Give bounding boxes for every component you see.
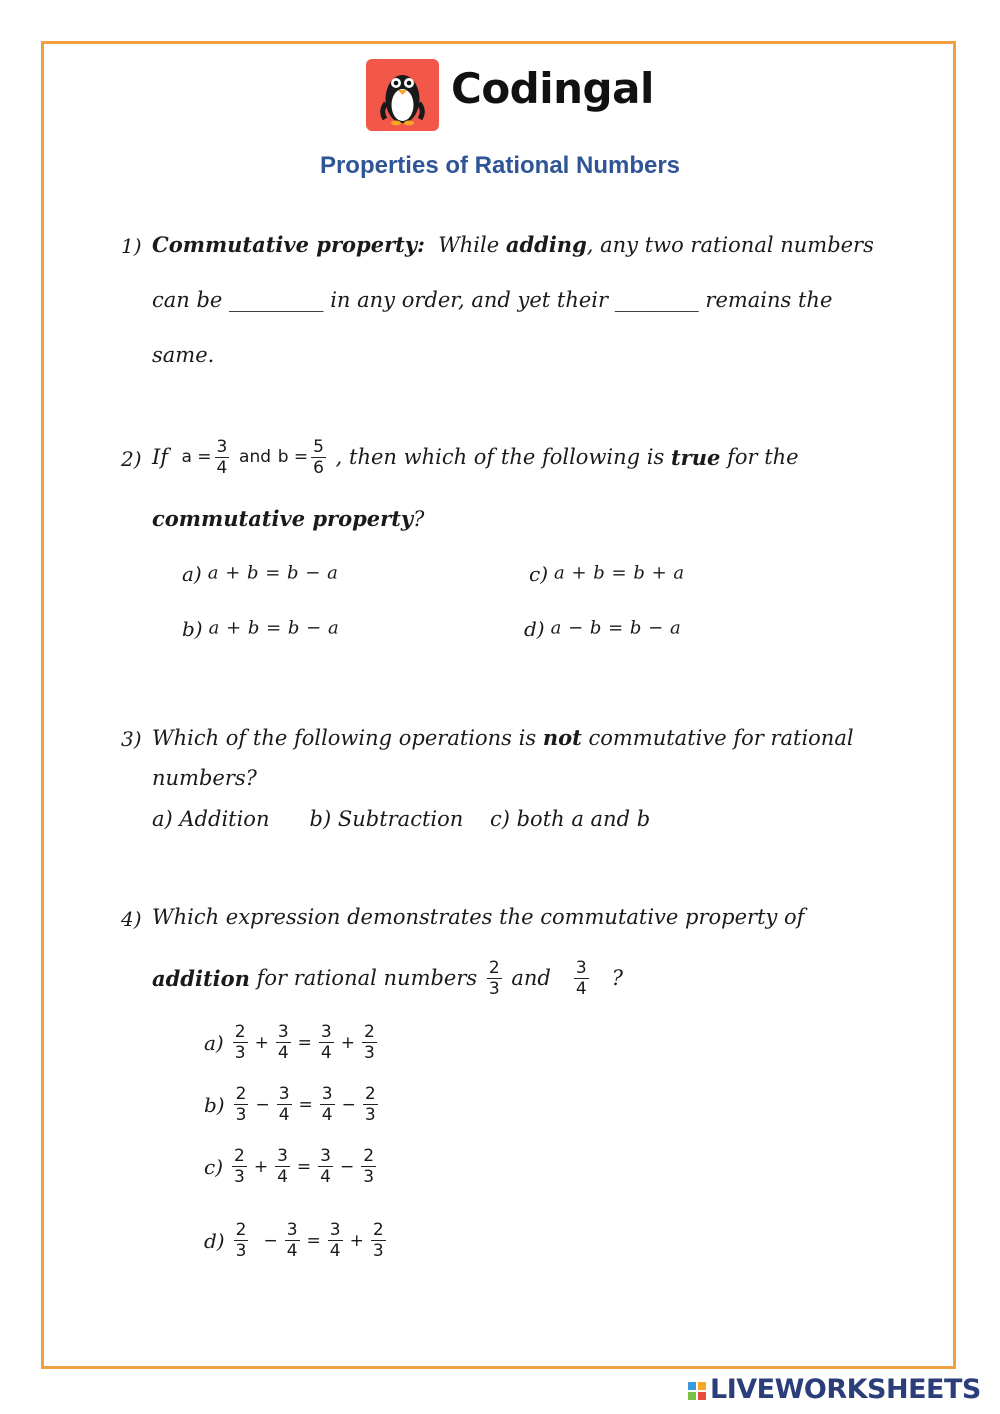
q4-f1-den: 3 — [488, 978, 500, 999]
q4-and: and — [511, 966, 551, 990]
operator: − — [341, 1094, 356, 1115]
q2-line2-end: ? — [413, 507, 425, 531]
denominator: 3 — [234, 1043, 246, 1063]
q4-option-d-label: d) — [204, 1228, 225, 1253]
q2-option-d[interactable] — [524, 617, 681, 641]
q1-text-a: While — [438, 233, 500, 257]
operator: + — [340, 1032, 355, 1053]
q3-text-b: commutative for rational — [588, 726, 854, 750]
q4-option-b[interactable] — [204, 1084, 381, 1125]
q3-options[interactable]: a) Addition b) Subtraction c) both a and b — [152, 807, 651, 831]
q1-line2: can be _________ in any order, and yet their ________ remains the — [152, 288, 833, 312]
q2-b-num: 5 — [313, 436, 324, 457]
q2-option-a-label: a) — [182, 562, 202, 586]
q1-term: Commutative property — [152, 232, 418, 257]
q2-option-d-label: d) — [524, 617, 545, 641]
q2-b-den: 6 — [313, 457, 324, 478]
equals: = — [298, 1094, 313, 1115]
q2-a-fraction — [215, 437, 230, 478]
q2-option-b-expr: a + b = b − a — [208, 617, 340, 639]
q2-option-b-label: b) — [182, 617, 203, 641]
liveworksheets-logo-icon — [688, 1382, 706, 1400]
q2-a-num: 3 — [216, 436, 228, 457]
q3-bold-word: not — [542, 725, 582, 750]
numerator: 2 — [372, 1220, 384, 1240]
q2-option-d-expr: a − b = b − a — [550, 617, 682, 639]
numerator: 3 — [278, 1084, 290, 1104]
fraction — [275, 1146, 290, 1187]
fraction — [233, 1022, 248, 1063]
q4-line1: Which expression demonstrates the commutative property of — [152, 905, 805, 929]
q2-a-label: a = — [181, 447, 212, 467]
operator: − — [340, 1156, 355, 1177]
fraction — [232, 1146, 247, 1187]
operator: + — [254, 1032, 269, 1053]
q4-option-a-label: a) — [204, 1030, 224, 1055]
q4-number: 4) — [121, 907, 142, 931]
numerator: 3 — [321, 1084, 333, 1104]
q4-option-d[interactable] — [204, 1220, 389, 1261]
fraction — [234, 1220, 249, 1261]
numerator: 3 — [329, 1220, 341, 1240]
q2-and: and — [239, 447, 272, 467]
fraction — [361, 1146, 376, 1187]
q4-fraction-1 — [487, 958, 502, 999]
q1-text-b: , any two rational numbers — [586, 233, 874, 257]
q2-option-a-expr: a + b = b − a — [207, 562, 339, 584]
q3-number: 3) — [121, 727, 142, 751]
q4-line2 — [152, 952, 623, 1004]
operator: + — [349, 1230, 364, 1251]
numerator: 2 — [364, 1084, 376, 1104]
equals: = — [306, 1230, 321, 1251]
numerator: 2 — [235, 1220, 247, 1240]
q3-line2: numbers? — [152, 766, 257, 790]
q2-a-den: 4 — [216, 457, 228, 478]
q2-option-c-expr: a + b = b + a — [554, 562, 685, 584]
numerator: 2 — [363, 1022, 375, 1042]
denominator: 4 — [277, 1043, 289, 1063]
fraction — [276, 1022, 291, 1063]
denominator: 4 — [329, 1241, 341, 1261]
denominator: 4 — [320, 1043, 332, 1063]
denominator: 4 — [321, 1105, 333, 1125]
page-title: Properties of Rational Numbers — [319, 152, 681, 179]
denominator: 4 — [277, 1167, 288, 1187]
q4-fraction-2 — [574, 958, 589, 999]
q2-option-c-label: c) — [529, 562, 549, 586]
numerator: 3 — [277, 1146, 288, 1166]
fraction — [328, 1220, 343, 1261]
denominator: 3 — [235, 1105, 247, 1125]
q3-text-a: Which of the following operations is — [152, 726, 537, 750]
operator: − — [255, 1094, 270, 1115]
numerator: 3 — [277, 1022, 289, 1042]
fraction — [319, 1022, 334, 1063]
q2-bold-word: true — [670, 444, 721, 470]
q4-line2-text: for rational numbers — [256, 966, 478, 990]
numerator: 3 — [320, 1146, 331, 1166]
liveworksheets-watermark[interactable] — [688, 1374, 981, 1405]
q2-line1 — [152, 432, 799, 482]
denominator: 3 — [363, 1167, 375, 1187]
denominator: 3 — [364, 1105, 376, 1125]
q2-line2-bold: commutative property — [152, 506, 414, 531]
q2-text-end: for the — [727, 445, 799, 469]
fraction — [318, 1146, 333, 1187]
operator: + — [253, 1156, 269, 1177]
q4-option-b-label: b) — [204, 1092, 225, 1117]
q2-if: If — [152, 445, 169, 469]
fraction — [363, 1084, 378, 1125]
fraction — [320, 1084, 335, 1125]
q4-qmark: ? — [611, 966, 624, 990]
q2-text-after: , then which of the following is — [335, 445, 665, 469]
fraction — [234, 1084, 249, 1125]
denominator: 3 — [235, 1241, 247, 1261]
fraction — [285, 1220, 300, 1261]
q2-option-a[interactable] — [182, 562, 338, 586]
denominator: 4 — [320, 1167, 331, 1187]
q2-number: 2) — [121, 447, 142, 471]
equals: = — [297, 1032, 312, 1053]
brand-name: Codingal — [451, 64, 654, 113]
q4-option-c-label: c) — [204, 1154, 224, 1179]
penguin-icon — [366, 59, 439, 131]
q1-number: 1) — [121, 234, 142, 258]
denominator: 3 — [234, 1167, 245, 1187]
q4-bold-word: addition — [152, 965, 250, 991]
q4-option-a[interactable] — [204, 1022, 380, 1063]
numerator: 3 — [320, 1022, 332, 1042]
numerator: 2 — [363, 1146, 375, 1166]
q2-line2 — [152, 506, 424, 531]
fraction — [371, 1220, 386, 1261]
q4-f1-num: 2 — [488, 957, 500, 978]
q4-option-c[interactable] — [204, 1146, 379, 1187]
q4-f2-den: 4 — [575, 978, 587, 999]
operator: − — [263, 1230, 278, 1251]
q1-line3: same. — [152, 343, 215, 367]
denominator: 4 — [286, 1241, 298, 1261]
q3-line1 — [152, 725, 854, 750]
q2-option-c[interactable] — [529, 562, 685, 586]
numerator: 2 — [235, 1084, 247, 1104]
equals: = — [296, 1156, 312, 1177]
numerator: 3 — [286, 1220, 298, 1240]
q2-b-fraction — [311, 437, 326, 478]
denominator: 4 — [278, 1105, 290, 1125]
numerator: 2 — [234, 1146, 245, 1166]
q2-option-b[interactable] — [182, 617, 339, 641]
q2-b-label: b = — [277, 447, 309, 467]
q1-bold-word: adding — [505, 232, 587, 257]
watermark-text: LIVEWORKSHEETS — [710, 1374, 981, 1405]
q1-line1 — [152, 232, 874, 257]
q1-colon: : — [417, 232, 425, 257]
fraction — [277, 1084, 292, 1125]
q4-f2-num: 3 — [575, 957, 587, 978]
denominator: 3 — [363, 1043, 375, 1063]
denominator: 3 — [372, 1241, 384, 1261]
fraction — [362, 1022, 377, 1063]
numerator: 2 — [234, 1022, 246, 1042]
